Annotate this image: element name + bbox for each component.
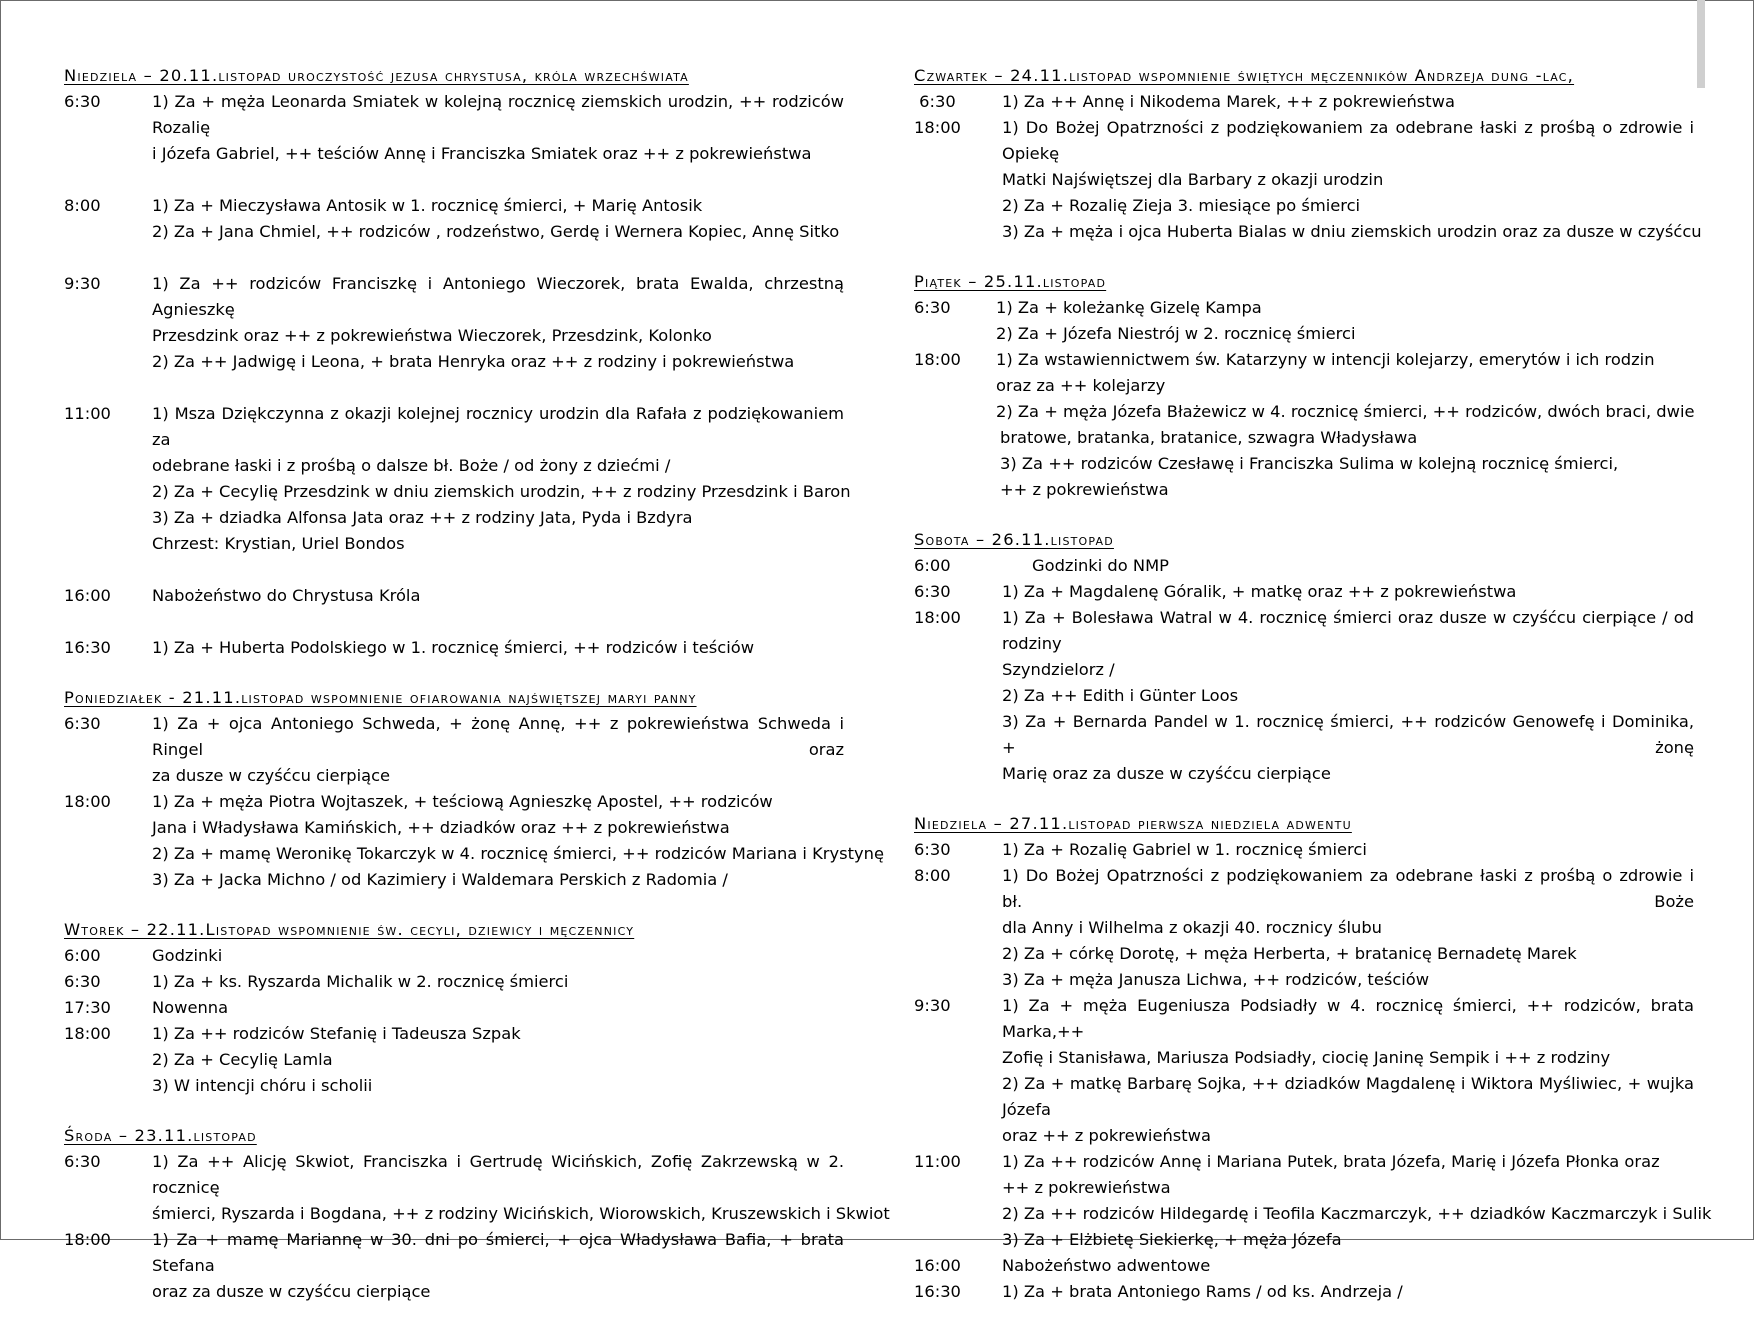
mass-time: 18:00 [64,1024,111,1043]
intention-line [64,1047,844,1073]
intention-line [64,789,844,815]
intention-text: 3) Za + Bernarda Pandel w 1. rocznicę śmierci, ++ rodziców Genowefę i Dominika, + żonę [1002,712,1694,757]
intention-text: 1) Za + brata Antoniego Rams / od ks. Andrzeja / [1002,1282,1403,1301]
intention-text: 2) Za + córkę Dorotę, + męża Herberta, + bratanicę Bernadetę Marek [1002,944,1577,963]
mass-time: 6:30 [914,298,951,317]
intention-text: 1) Za ++ rodziców Franciszkę i Antoniego Wieczorek, brata Ewalda, chrzestną Agnieszkę [152,274,844,319]
intention-line [64,1201,890,1227]
intention-text: bratowe, bratanka, bratanice, szwagra Władysława [1000,428,1418,447]
intention-line [914,295,1694,321]
intention-line [64,969,844,995]
mass-time [914,1201,1002,1227]
mass-time: 6:30 [64,1152,101,1171]
intention-text: Jana i Władysława Kamińskich, ++ dziadków oraz ++ z pokrewieństwa [152,818,730,837]
intention-line [64,1149,844,1201]
intention-text: śmierci, Ryszarda i Bogdana, ++ z rodziny Wicińskich, Wiorowskich, Kruszewskich i Skwiot [152,1204,890,1223]
intention-text: 1) Za + męża Leonarda Smiatek w kolejną rocznicę ziemskich urodzin, ++ rodziców Rozalię [152,92,844,137]
intention-line [914,167,1694,193]
mass-time [914,941,1002,967]
mass-time: 11:00 [914,1152,961,1171]
mass-time [914,1045,1002,1071]
intention-text: Matki Najświętszej dla Barbary z okazji urodzin [1002,170,1384,189]
intention-text: Szyndzielorz / [1002,660,1115,679]
intention-text: 2) Za + Józefa Niestrój w 2. rocznicę śmierci [996,324,1356,343]
mass-time [914,709,1002,761]
intention-line [64,1279,844,1305]
day-section [914,527,1694,787]
mass-time [64,841,152,867]
intention-line [64,349,844,375]
mass-time: 16:00 [64,586,111,605]
mass-time [64,1073,152,1099]
intention-text: oraz ++ z pokrewieństwa [1002,1126,1211,1145]
intention-text: 2) Za + Jana Chmiel, ++ rodziców , rodzeństwo, Gerdę i Wernera Kopiec, Annę Sitko [152,222,840,241]
mass-time [914,399,1002,425]
mass-time [64,141,152,167]
intention-line [914,373,1694,399]
mass-time: 18:00 [914,350,961,369]
mass-time: 6:30 [914,840,951,859]
mass-time [64,219,152,245]
day-header: Piątek – 25.11.listopad [914,272,1107,291]
mass-time [914,321,1002,347]
intention-line [64,1227,844,1279]
mass-time [64,815,152,841]
mass-group [64,711,884,893]
intention-line [914,1045,1694,1071]
mass-time: 11:00 [64,404,111,423]
intention-text: 2) Za + matkę Barbarę Sojka, ++ dziadków Magdalenę i Wiktora Myśliwiec, + wujka Józefa [1002,1074,1694,1119]
mass-time [64,479,152,505]
intention-line [64,711,844,763]
intention-text: 3) Za + męża Janusza Lichwa, ++ rodziców, teściów [1002,970,1430,989]
intention-text: za dusze w czyśćcu cierpiące [152,766,391,785]
intention-text: 1) Do Bożej Opatrzności z podziękowaniem za odebrane łaski z prośbą o zdrowie i Opiekę [1002,118,1694,163]
mass-time [64,505,152,531]
intention-text: 3) Za + dziadka Alfonsa Jata oraz ++ z rodziny Jata, Pyda i Bzdyra [152,508,693,527]
scrollbar[interactable] [1697,0,1705,88]
intention-line [914,321,1694,347]
day-header: Poniedziałek - 21.11.listopad wspomnienie ofiarowania najświętszej maryi panny [64,688,697,707]
intention-text: ++ z pokrewieństwa [1000,480,1169,499]
intention-text: 1) Za ++ rodziców Stefanię i Tadeusza Szpak [152,1024,521,1043]
intention-text: 1) Za + Rozalię Gabriel w 1. rocznicę śmierci [1002,840,1367,859]
intention-line [914,1123,1694,1149]
intention-text: 1) Za + Huberta Podolskiego w 1. rocznicę śmierci, ++ rodziców i teściów [152,638,755,657]
day-header: Wtorek – 22.11.Listopad wspomnienie św. cecyli, dziewicy i męczennicy [64,920,635,939]
intention-line [914,399,1694,425]
intention-text: 1) Za ++ Alicję Skwiot, Franciszka i Gertrudę Wicińskich, Zofię Zakrzewską w 2. rocznicę [152,1152,844,1197]
intention-line [914,1279,1694,1305]
intention-text: 2) Za ++ rodziców Hildegardę i Teofila Kaczmarczyk, ++ dziadków Kaczmarczyk i Sulik [1002,1204,1712,1223]
intention-text: 1) Za + Magdalenę Góralik, + matkę oraz ++ z pokrewieństwa [1002,582,1517,601]
intention-line [64,141,844,167]
intention-line [914,761,1694,787]
mass-time [914,1227,1002,1253]
intention-text: 1) Za wstawiennictwem św. Katarzyny w intencji kolejarzy, emerytów i ich rodzin [996,350,1655,369]
intention-text: 1) Za + mamę Mariannę w 30. dni po śmierci, + ojca Władysława Bafia, + brata Stefana [152,1230,844,1275]
mass-time: 8:00 [914,866,951,885]
mass-time [914,167,1002,193]
intention-text: 1) Za + Mieczysława Antosik w 1. rocznicę śmierci, + Marię Antosik [152,196,703,215]
intention-text: Marię oraz za dusze w czyśćcu cierpiące [1002,764,1331,783]
intention-text: Chrzest: Krystian, Uriel Bondos [152,534,405,553]
intention-text: i Józefa Gabriel, ++ teściów Annę i Franciszka Smiatek oraz ++ z pokrewieństwa [152,144,812,163]
intention-text: 2) Za ++ Jadwigę i Leona, + brata Henryka oraz ++ z rodziny i pokrewieństwa [152,352,795,371]
intention-line [914,477,1694,503]
mass-time: 18:00 [64,1230,111,1249]
intention-line [64,271,844,323]
mass-group [64,583,844,609]
intention-text: 1) Za + koleżankę Gizelę Kampa [996,298,1262,317]
intention-line [914,993,1694,1045]
intention-line [64,943,844,969]
intention-text: 2) Za + męża Józefa Błażewicz w 4. rocznicę śmierci, ++ rodziców, dwóch braci, dwie [996,402,1695,421]
intention-text: ++ z pokrewieństwa [1002,1178,1171,1197]
intention-text: Nabożeństwo do Chrystusa Króla [152,586,421,605]
intention-text: 2) Za + mamę Weronikę Tokarczyk w 4. rocznicę śmierci, ++ rodziców Mariana i Krystynę [152,844,884,863]
intention-text: 3) W intencji chóru i scholii [152,1076,373,1095]
mass-time [914,219,1002,245]
intention-line [64,193,844,219]
intention-text: 1) Msza Dziękczynna z okazji kolejnej rocznicy urodzin dla Rafała z podziękowaniem za [152,404,844,449]
mass-time [914,915,1002,941]
mass-time [914,193,1002,219]
day-section [914,811,1712,1305]
mass-group [914,89,1702,245]
mass-time [914,477,1002,503]
intention-line [64,995,844,1021]
mass-time [914,425,1002,451]
mass-time: 9:30 [914,996,951,1015]
intention-text: 1) Za + męża Eugeniusza Podsiadły w 4. rocznicę śmierci, ++ rodziców, brata Marka,++ [1002,996,1694,1041]
intention-text: 1) Za ++ rodziców Annę i Mariana Putek, brata Józefa, Marię i Józefa Płonka oraz [1002,1152,1660,1171]
day-section [64,685,884,893]
intention-line [64,505,844,531]
intention-text: Godzinki do NMP [1032,556,1169,575]
intention-line [914,1201,1712,1227]
mass-time [64,763,152,789]
intention-line [914,553,1694,579]
mass-time: 6:00 [64,946,101,965]
mass-time [64,453,152,479]
intention-line [914,709,1694,761]
mass-time [914,373,1002,399]
intention-line [914,347,1694,373]
mass-time: 16:00 [914,1256,961,1275]
intention-line [914,1071,1694,1123]
intention-text: Zofię i Stanisława, Mariusza Podsiadły, ciocię Janinę Sempik i ++ z rodziny [1002,1048,1611,1067]
day-section [914,63,1702,245]
intention-text: 2) Za + Cecylię Lamla [152,1050,333,1069]
intention-line [914,683,1694,709]
day-section [914,269,1694,503]
intention-line [64,635,844,661]
intention-line [914,1175,1694,1201]
intention-line [914,1227,1694,1253]
intention-text: oraz za ++ kolejarzy [996,376,1166,395]
mass-time: 8:00 [64,196,101,215]
intention-line [64,1021,844,1047]
mass-time: 16:30 [914,1282,961,1301]
intention-line [914,1253,1694,1279]
mass-time [914,451,1002,477]
mass-time [64,867,152,893]
mass-time: 18:00 [914,608,961,627]
intention-line [64,531,844,557]
intention-line [914,941,1694,967]
intention-text: 1) Do Bożej Opatrzności z podziękowaniem za odebrane łaski z prośbą o zdrowie i bł. Boże [1002,866,1694,911]
day-section [64,63,851,661]
intention-line [914,863,1694,915]
intention-line [64,479,851,505]
intention-text: Godzinki [152,946,223,965]
day-header: Niedziela – 27.11.listopad pierwsza niedziela adwentu [914,814,1352,833]
mass-time [64,349,152,375]
mass-time [914,761,1002,787]
intention-text: 1) Za + ojca Antoniego Schweda, + żonę Annę, ++ z pokrewieństwa Schweda i Ringel oraz [152,714,844,759]
intention-line [64,815,844,841]
mass-group [64,1149,890,1305]
intention-line [64,89,844,141]
mass-time: 9:30 [64,274,101,293]
intention-line [914,605,1694,657]
mass-group [914,295,1694,503]
intention-text: 2) Za ++ Edith i Günter Loos [1002,686,1239,705]
left-column [64,63,890,1329]
mass-time: 18:00 [914,118,961,137]
mass-time [64,1279,152,1305]
intention-line [64,763,844,789]
mass-group [64,271,844,375]
intention-line [64,867,844,893]
intention-text: Przesdzink oraz ++ z pokrewieństwa Wieczorek, Przesdzink, Kolonko [152,326,712,345]
intention-line [64,219,844,245]
mass-time [914,657,1002,683]
intention-line [914,89,1694,115]
intention-line [914,425,1694,451]
mass-time: 16:30 [64,638,111,657]
day-header: Czwartek – 24.11.listopad wspomnienie świętych męczenników Andrzeja dung -lac, [914,66,1575,85]
intention-line [914,915,1694,941]
intention-line [64,453,844,479]
intention-text: 3) Za + Elżbietę Siekierkę, + męża Józefa [1002,1230,1342,1249]
mass-group [64,943,844,1099]
mass-time [914,1071,1002,1123]
mass-time: 6:30 [64,714,101,733]
intention-text: oraz za dusze w czyśćcu cierpiące [152,1282,431,1301]
intention-line [914,1149,1694,1175]
intention-text: 3) Za + męża i ojca Huberta Bialas w dniu ziemskich urodzin oraz za dusze w czyśćcu [1002,222,1702,241]
intention-line [64,1073,844,1099]
intention-text: 1) Za + ks. Ryszarda Michalik w 2. rocznicę śmierci [152,972,569,991]
intention-line [914,115,1694,167]
day-section [64,1123,890,1305]
mass-time: 17:30 [64,998,111,1017]
mass-time [64,1047,152,1073]
intention-line [914,657,1694,683]
intention-line [64,841,884,867]
intention-line [914,967,1694,993]
intention-line [914,193,1694,219]
intention-text: 3) Za ++ rodziców Czesławę i Franciszka Sulima w kolejną rocznicę śmierci, [1000,454,1619,473]
mass-time [64,323,152,349]
mass-time: 6:30 [914,582,951,601]
day-header: Środa – 23.11.listopad [64,1126,257,1145]
mass-time [64,1201,152,1227]
mass-group [64,193,844,245]
mass-time [914,1175,1002,1201]
intention-text: 1) Za + męża Piotra Wojtaszek, + teściową Agnieszkę Apostel, ++ rodziców [152,792,773,811]
mass-time [64,531,152,557]
intention-line [914,451,1694,477]
right-column [914,63,1712,1329]
day-header: Niedziela – 20.11.listopad uroczystość jezusa chrystusa, króla wrzechświata [64,66,689,85]
mass-time: 6:30 [64,972,101,991]
mass-group [914,837,1712,1305]
mass-group [64,89,844,167]
intention-text: 3) Za + Jacka Michno / od Kazimiery i Waldemara Perskich z Radomia / [152,870,728,889]
intention-line [64,583,844,609]
mass-time [914,1123,1002,1149]
mass-time: 18:00 [64,792,111,811]
intention-text: Nowenna [152,998,229,1017]
intention-text: 1) Za + Bolesława Watral w 4. rocznicę śmierci oraz dusze w czyśćcu cierpiące / od rodziny [1002,608,1694,653]
intention-text: odebrane łaski i z prośbą o dalsze bł. Boże / od żony z dziećmi / [152,456,671,475]
mass-time: 6:30 [914,92,956,111]
mass-group [64,401,851,557]
intention-text: 2) Za + Cecylię Przesdzink w dniu ziemskich urodzin, ++ z rodziny Przesdzink i Baron [152,482,851,501]
mass-group [64,635,844,661]
intention-line [64,401,844,453]
day-section [64,917,844,1099]
mass-time: 6:30 [64,92,101,111]
intention-line [914,579,1694,605]
intention-text: 2) Za + Rozalię Zieja 3. miesiące po śmierci [1002,196,1361,215]
intention-text: 1) Za ++ Annę i Nikodema Marek, ++ z pokrewieństwa [1002,92,1455,111]
intention-line [914,219,1702,245]
mass-time [914,967,1002,993]
mass-group [914,553,1694,787]
mass-time [914,683,1002,709]
intention-text: dla Anny i Wilhelma z okazji 40. rocznicy ślubu [1002,918,1382,937]
mass-time: 6:00 [914,556,951,575]
intention-line [914,837,1694,863]
intention-text: Nabożeństwo adwentowe [1002,1256,1211,1275]
intention-line [64,323,844,349]
day-header: Sobota – 26.11.listopad [914,530,1114,549]
